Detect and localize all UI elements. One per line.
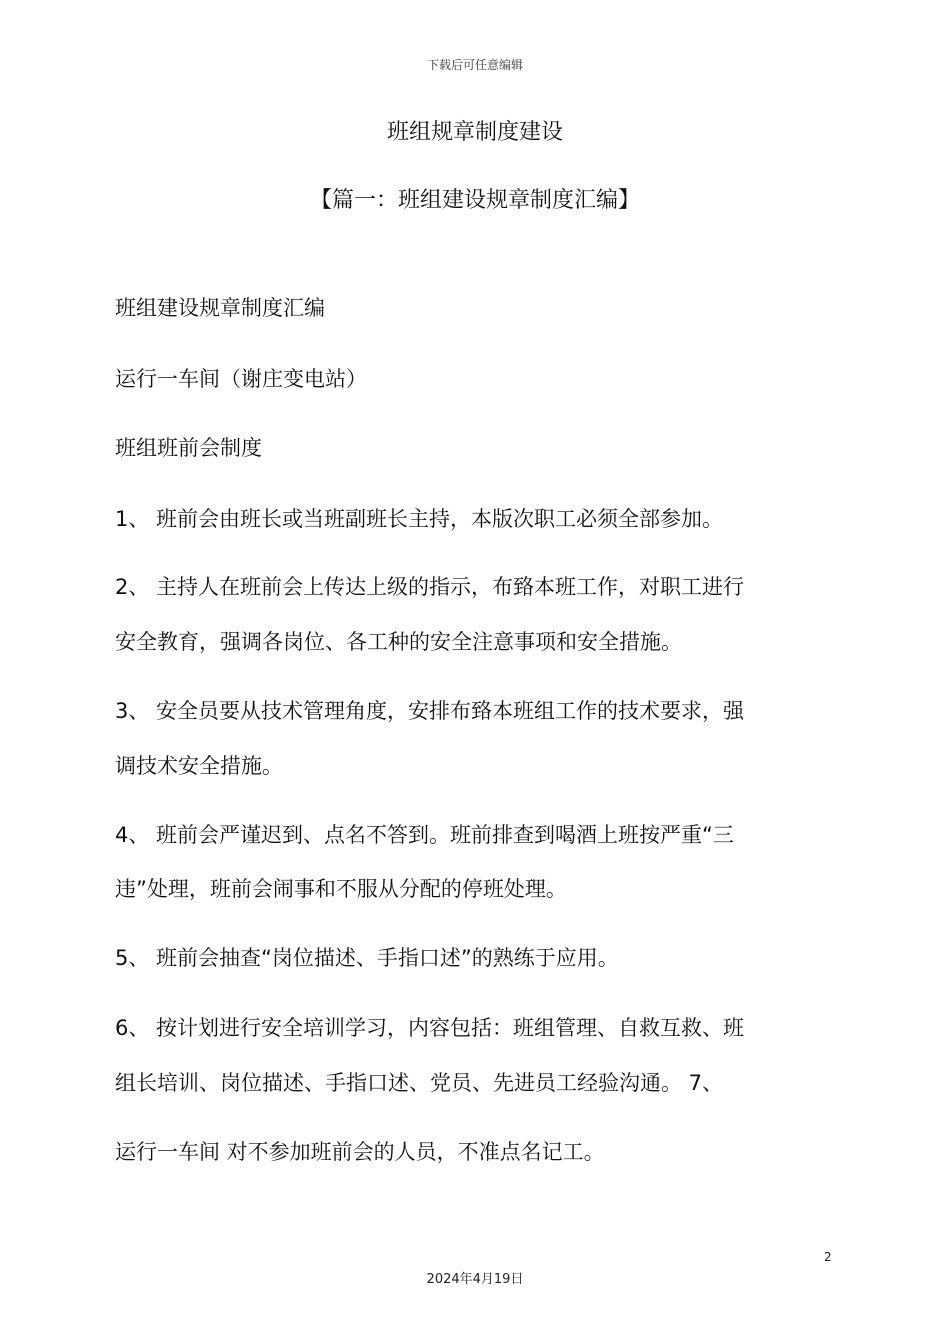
rule-item-5: 5、 班前会抽查“岗位描述、手指口述”的熟练于应用。 [115, 946, 619, 970]
department-line: 运行一车间（谢庄变电站） [115, 367, 367, 391]
rule-item-3: 3、 安全员要从技术管理角度，安排布臵本班组工作的技术要求，强 [115, 699, 745, 723]
rule-item-2-continued: 安全教育，强调各岗位、各工种的安全注意事项和安全措施。 [115, 630, 682, 654]
rule-item-4: 4、 班前会严谨迟到、点名不答到。班前排查到喝酒上班按严重“三 [115, 823, 734, 847]
rule-item-1: 1、 班前会由班长或当班副班长主持，本版次职工必须全部参加。 [115, 507, 724, 531]
footer-date: 2024年4月19日 [426, 1272, 524, 1287]
rule-heading: 班组班前会制度 [115, 436, 262, 460]
rule-item-7: 运行一车间 对不参加班前会的人员，不准点名记工。 [115, 1140, 605, 1164]
rule-item-4-continued: 违”处理，班前会闹事和不服从分配的停班处理。 [115, 877, 567, 901]
document-subtitle: 【篇一：班组建设规章制度汇编】 [309, 188, 640, 213]
rule-item-2: 2、 主持人在班前会上传达上级的指示，布臵本班工作，对职工进行 [115, 575, 745, 599]
header-note: 下载后可任意编辑 [426, 58, 523, 72]
rule-item-3-continued: 调技术安全措施。 [115, 754, 283, 778]
rule-item-6-continued: 组长培训、岗位描述、手指口述、党员、先进员工经验沟通。 7、 [115, 1071, 724, 1095]
document-title: 班组规章制度建设 [386, 120, 563, 145]
rule-item-6: 6、 按计划进行安全培训学习，内容包括：班组管理、自救互救、班 [115, 1016, 745, 1040]
page-number: 2 [824, 1250, 832, 1264]
section-heading: 班组建设规章制度汇编 [115, 296, 325, 320]
